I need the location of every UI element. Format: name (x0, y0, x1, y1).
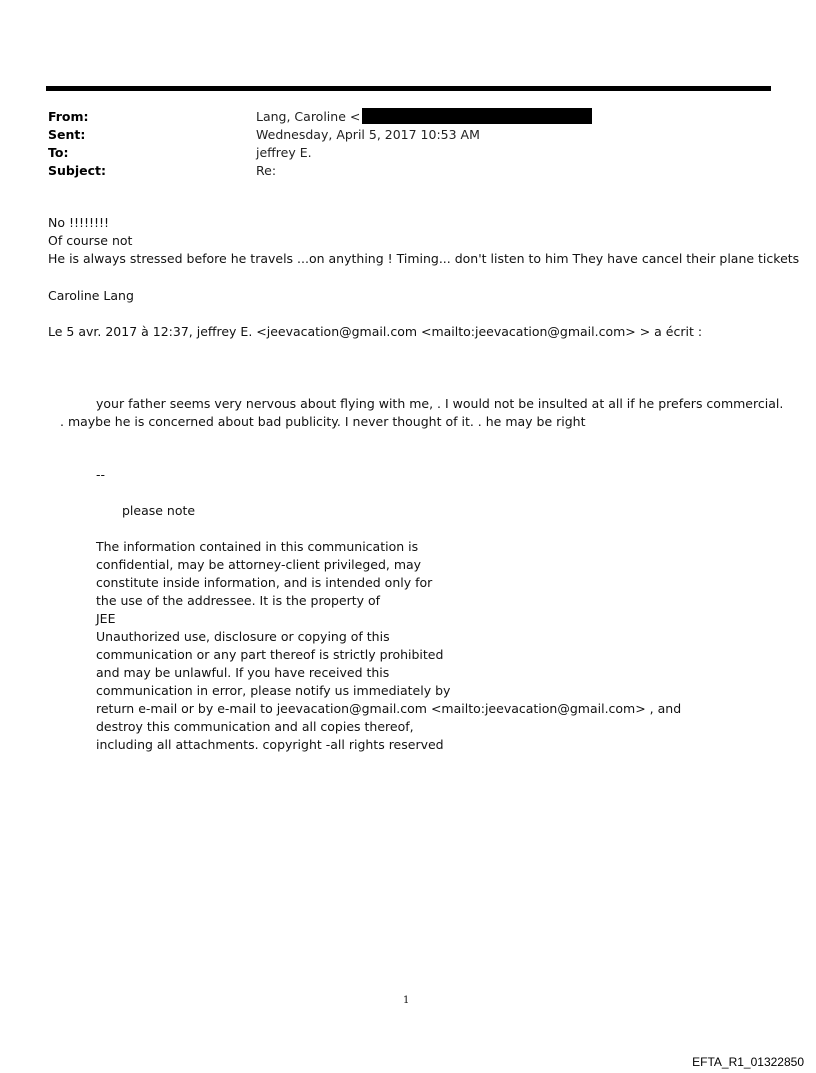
from-label: From: (48, 109, 89, 124)
disclaimer-line: return e-mail or by e-mail to jeevacation@gmail.com <mailto:jeevacation@gmail.com> , and (96, 701, 682, 716)
subject-label: Subject: (48, 163, 106, 178)
to-value: jeffrey E. (256, 145, 312, 160)
disclaimer-line: confidential, may be attorney-client privileged, may (96, 557, 422, 572)
from-name: Lang, Caroline < (256, 109, 361, 124)
page-number: 1 (403, 995, 410, 1006)
message-line: No !!!!!!!! (48, 215, 110, 230)
signature: Caroline Lang (48, 288, 134, 303)
quote-intro: Le 5 avr. 2017 à 12:37, jeffrey E. <jeevacation@gmail.com <mailto:jeevacation@gmail.com> > a écrit : (48, 324, 703, 339)
disclaimer-line: The information contained in this communication is (96, 539, 419, 554)
from-row (48, 108, 592, 126)
disclaimer-line: communication in error, please notify us immediately by (96, 683, 451, 698)
message-line: Of course not (48, 233, 133, 248)
disclaimer-line: destroy this communication and all copies thereof, (96, 719, 414, 734)
please-note: please note (122, 503, 196, 518)
subject-row (48, 162, 592, 180)
separator: -- (96, 467, 106, 482)
disclaimer (96, 538, 681, 754)
redaction-bar (362, 108, 592, 124)
quoted-message (48, 395, 783, 431)
to-label: To: (48, 145, 69, 160)
from-value (256, 108, 592, 126)
disclaimer-line: including all attachments. copyright -all rights reserved (96, 737, 444, 752)
sent-label: Sent: (48, 127, 86, 142)
disclaimer-line: and may be unlawful. If you have received this (96, 665, 390, 680)
sent-row (48, 126, 592, 144)
header-divider (46, 86, 771, 91)
disclaimer-line: constitute inside information, and is intended only for (96, 575, 433, 590)
message-body (48, 214, 799, 268)
subject-value: Re: (256, 163, 277, 178)
email-header (48, 108, 592, 180)
disclaimer-line: JEE (96, 611, 116, 626)
disclaimer-line: the use of the addressee. It is the property of (96, 593, 381, 608)
to-row (48, 144, 592, 162)
quoted-line: your father seems very nervous about flying with me, . I would not be insulted at all if he prefers commercial. (96, 396, 784, 411)
bates-number: EFTA_R1_01322850 (692, 1055, 804, 1069)
sent-value: Wednesday, April 5, 2017 10:53 AM (256, 127, 480, 142)
disclaimer-line: communication or any part thereof is strictly prohibited (96, 647, 444, 662)
disclaimer-line: Unauthorized use, disclosure or copying of this (96, 629, 390, 644)
message-line: He is always stressed before he travels ...on anything ! Timing... don't listen to him They have cancel their plane tickets (48, 251, 800, 266)
quoted-line: . maybe he is concerned about bad publicity. I never thought of it. . he may be right (60, 414, 586, 429)
